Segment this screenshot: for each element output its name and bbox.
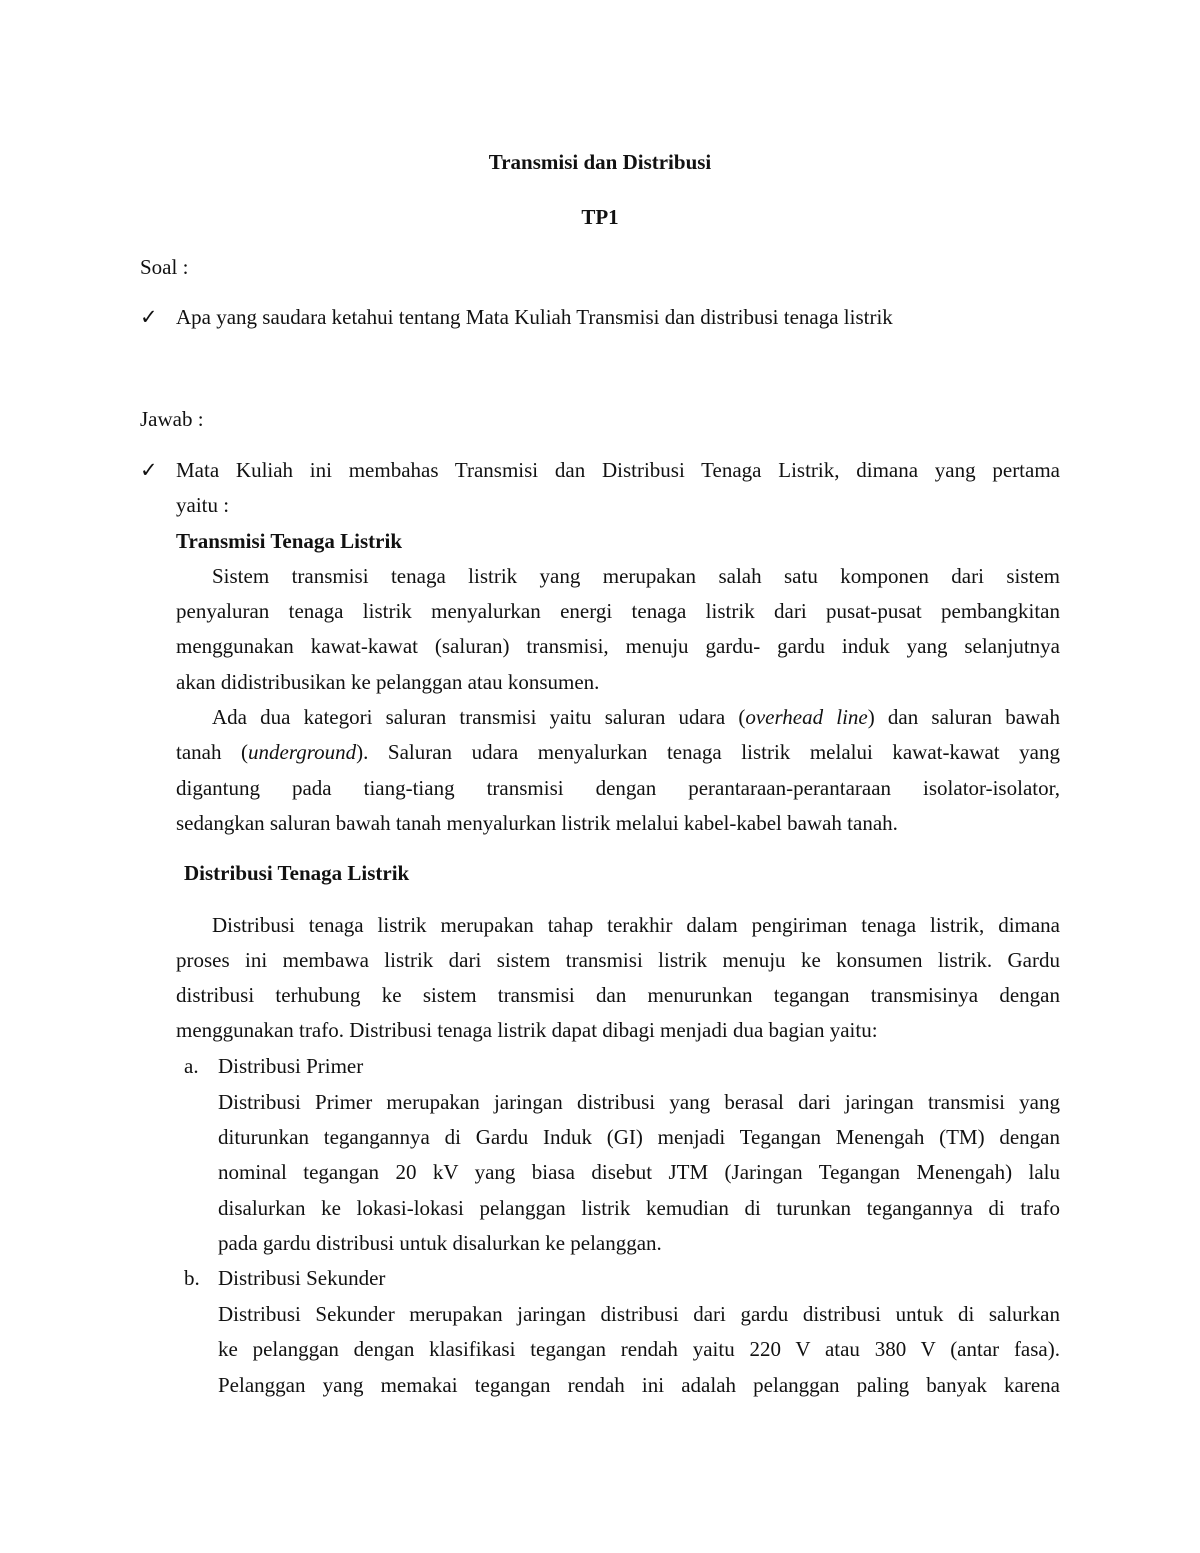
transmisi-paragraph-line: Ada dua kategori saluran transmisi yaitu saluran udara (overhead line) dan saluran bawah	[212, 705, 1061, 729]
distribusi-heading: Distribusi Tenaga Listrik	[184, 861, 410, 885]
list-marker: b.	[184, 1266, 200, 1290]
distribusi-primer-line: nominal tegangan 20 kV yang biasa disebut JTM (Jaringan Tegangan Menengah) lalu	[218, 1160, 1060, 1184]
transmisi-paragraph-line: Sistem transmisi tenaga listrik yang merupakan salah satu komponen dari sistem	[212, 564, 1060, 588]
transmisi-paragraph-line: menggunakan kawat-kawat (saluran) transmisi, menuju gardu- gardu induk yang selanjutnya	[176, 634, 1060, 658]
list-marker: a.	[184, 1054, 199, 1078]
check-icon: ✓	[140, 305, 158, 329]
distribusi-primer-line: diturunkan tegangannya di Gardu Induk (GI) menjadi Tegangan Menengah (TM) dengan	[218, 1125, 1060, 1149]
distribusi-sekunder-line: Distribusi Sekunder merupakan jaringan distribusi dari gardu distribusi untuk di salurkan	[218, 1302, 1060, 1326]
distribusi-primer-title: Distribusi Primer	[218, 1054, 364, 1078]
distribusi-primer-line: disalurkan ke lokasi-lokasi pelanggan listrik kemudian di turunkan tegangannya di trafo	[218, 1196, 1060, 1220]
question-text: Apa yang saudara ketahui tentang Mata Kuliah Transmisi dan distribusi tenaga listrik	[176, 305, 893, 329]
transmisi-paragraph-line: tanah (underground). Saluran udara menyalurkan tenaga listrik melalui kawat-kawat yang	[176, 740, 1060, 764]
transmisi-paragraph-line: sedangkan saluran bawah tanah menyalurkan listrik melalui kabel-kabel bawah tanah.	[176, 811, 898, 835]
distribusi-sekunder-title: Distribusi Sekunder	[218, 1266, 386, 1290]
answer-intro-line: Mata Kuliah ini membahas Transmisi dan Distribusi Tenaga Listrik, dimana yang pertama	[176, 458, 1060, 482]
transmisi-paragraph-line: penyaluran tenaga listrik menyalurkan energi tenaga listrik dari pusat-pusat pembangkitan	[176, 599, 1060, 623]
distribusi-primer-line: Distribusi Primer merupakan jaringan distribusi yang berasal dari jaringan transmisi yang	[218, 1090, 1060, 1114]
distribusi-paragraph-line: Distribusi tenaga listrik merupakan tahap terakhir dalam pengiriman tenaga listrik, dimana	[212, 913, 1060, 937]
check-icon: ✓	[140, 458, 158, 482]
transmisi-paragraph-line: digantung pada tiang-tiang transmisi dengan perantaraan-perantaraan isolator-isolator,	[176, 776, 1060, 800]
jawab-label: Jawab :	[140, 407, 204, 431]
distribusi-paragraph-line: proses ini membawa listrik dari sistem transmisi listrik menuju ke konsumen listrik. Gardu	[176, 948, 1060, 972]
distribusi-sekunder-line: Pelanggan yang memakai tegangan rendah ini adalah pelanggan paling banyak karena	[218, 1373, 1060, 1397]
distribusi-sekunder-line: ke pelanggan dengan klasifikasi tegangan rendah yaitu 220 V atau 380 V (antar fasa).	[218, 1337, 1060, 1361]
distribusi-primer-line: pada gardu distribusi untuk disalurkan ke pelanggan.	[218, 1231, 662, 1255]
distribusi-paragraph-line: distribusi terhubung ke sistem transmisi dan menurunkan tegangan transmisinya dengan	[176, 983, 1060, 1007]
soal-label: Soal :	[140, 255, 189, 279]
answer-intro-line: yaitu :	[176, 493, 230, 517]
transmisi-heading: Transmisi Tenaga Listrik	[176, 529, 402, 553]
distribusi-paragraph-line: menggunakan trafo. Distribusi tenaga listrik dapat dibagi menjadi dua bagian yaitu:	[176, 1018, 878, 1042]
document-title: Transmisi dan Distribusi	[488, 150, 712, 174]
document-subtitle: TP1	[581, 205, 619, 229]
transmisi-paragraph-line: akan didistribusikan ke pelanggan atau konsumen.	[176, 670, 600, 694]
